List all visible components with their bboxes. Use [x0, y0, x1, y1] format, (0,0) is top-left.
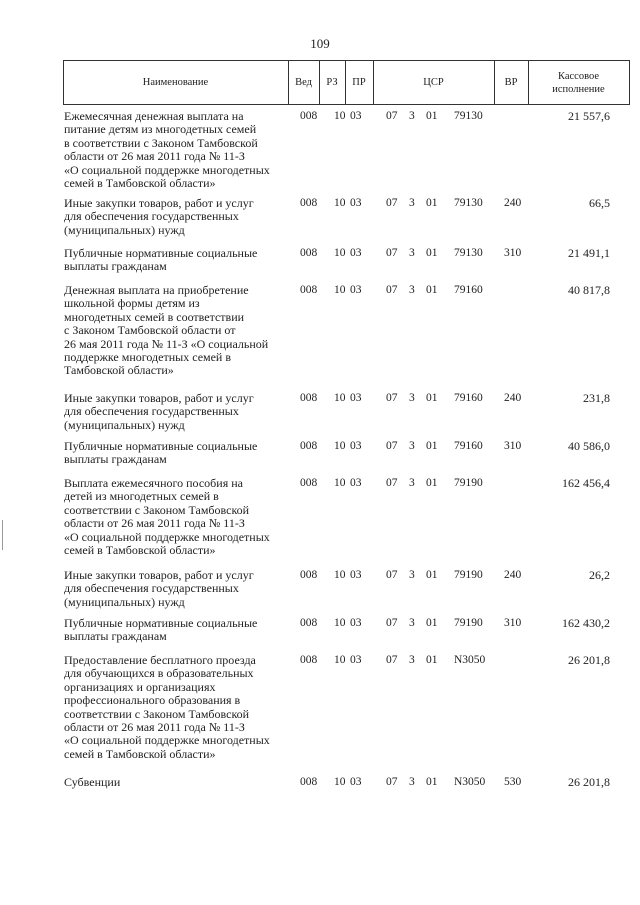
- row-name-line: области от 26 мая 2011 года № 11-З: [64, 516, 245, 531]
- column-divider: [629, 60, 630, 105]
- csr-part1-cell: 07: [386, 392, 398, 404]
- csr-part4-cell: 79190: [454, 617, 483, 629]
- row-name-line: Выплата ежемесячного пособия на: [64, 476, 243, 490]
- row-name: [64, 284, 290, 378]
- row-name-line: выплаты гражданам: [64, 452, 167, 467]
- ved-cell: 008: [300, 776, 318, 788]
- csr-part2-cell: 3: [409, 654, 415, 666]
- row-name-line: соответствии с Законом Тамбовской: [64, 502, 250, 517]
- row-name-line: для обеспечения государственных: [64, 581, 239, 596]
- row-name-line: Предоставление бесплатного проезда: [64, 653, 256, 667]
- csr-part2-cell: 3: [409, 197, 415, 209]
- row-name-line: для обеспечения государственных: [64, 209, 239, 224]
- row-name: [64, 197, 290, 237]
- csr-part3-cell: 01: [426, 440, 438, 452]
- header-cash-execution: [528, 60, 629, 105]
- csr-part3-cell: 01: [426, 197, 438, 209]
- amount-cell: 66,5: [589, 196, 610, 210]
- row-name-line: с Законом Тамбовской области от: [64, 323, 236, 338]
- row-name-line: семей в Тамбовской области»: [64, 746, 216, 761]
- csr-part1-cell: 07: [386, 477, 398, 489]
- csr-part3-cell: 01: [426, 392, 438, 404]
- row-name: [64, 440, 290, 467]
- ved-cell: 008: [300, 110, 318, 122]
- csr-part3-cell: 01: [426, 477, 438, 489]
- pr-cell: 03: [350, 776, 362, 788]
- row-name-line: (муниципальных) нужд: [64, 594, 185, 609]
- csr-part4-cell: 79130: [454, 197, 483, 209]
- row-name-line: питание детям из многодетных семей: [64, 122, 257, 137]
- row-name-line: Публичные нормативные социальные: [64, 616, 258, 630]
- csr-part3-cell: 01: [426, 284, 438, 296]
- csr-part4-cell: N3050: [454, 654, 486, 666]
- rz-cell: 10: [334, 247, 346, 259]
- csr-part1-cell: 07: [386, 284, 398, 296]
- pr-cell: 03: [350, 617, 362, 629]
- rz-cell: 10: [334, 569, 346, 581]
- row-name-line: профессионального образования в: [64, 693, 241, 708]
- row-name: [64, 654, 290, 761]
- vr-cell: 240: [504, 392, 522, 404]
- ved-cell: 008: [300, 247, 318, 259]
- csr-part2-cell: 3: [409, 284, 415, 296]
- table-header: [63, 60, 630, 105]
- csr-part1-cell: 07: [386, 247, 398, 259]
- header-rz: РЗ: [326, 77, 338, 88]
- csr-part2-cell: 3: [409, 440, 415, 452]
- row-name-line: Субвенции: [64, 775, 121, 789]
- row-name-line: организациях и организациях: [64, 679, 216, 694]
- pr-cell: 03: [350, 440, 362, 452]
- pr-cell: 03: [350, 477, 362, 489]
- row-name-line: семей в Тамбовской области»: [64, 543, 216, 558]
- csr-part1-cell: 07: [386, 654, 398, 666]
- row-name-line: семей в Тамбовской области»: [64, 176, 216, 191]
- amount-cell: 21 491,1: [568, 246, 610, 260]
- rz-cell: 10: [334, 477, 346, 489]
- ved-cell: 008: [300, 440, 318, 452]
- csr-part3-cell: 01: [426, 776, 438, 788]
- amount-cell: 26 201,8: [568, 653, 610, 667]
- amount-cell: 231,8: [583, 391, 610, 405]
- row-name-line: Публичные нормативные социальные: [64, 439, 258, 453]
- rz-cell: 10: [334, 776, 346, 788]
- amount-cell: 40 817,8: [568, 283, 610, 297]
- csr-part2-cell: 3: [409, 776, 415, 788]
- pr-cell: 03: [350, 569, 362, 581]
- csr-part2-cell: 3: [409, 110, 415, 122]
- amount-cell: 40 586,0: [568, 439, 610, 453]
- csr-part1-cell: 07: [386, 197, 398, 209]
- ved-cell: 008: [300, 197, 318, 209]
- csr-part1-cell: 07: [386, 617, 398, 629]
- csr-part1-cell: 07: [386, 110, 398, 122]
- header-vr: ВР: [504, 77, 518, 88]
- amount-cell: 21 557,6: [568, 109, 610, 123]
- csr-part4-cell: 79130: [454, 110, 483, 122]
- vr-cell: 310: [504, 617, 522, 629]
- row-name: [64, 776, 290, 789]
- row-name-line: школьной формы детям из: [64, 296, 200, 311]
- csr-part4-cell: 79130: [454, 247, 483, 259]
- rz-cell: 10: [334, 392, 346, 404]
- row-name-line: Публичные нормативные социальные: [64, 246, 258, 260]
- row-name-line: в соответствии с Законом Тамбовской: [64, 135, 258, 150]
- row-name-line: соответствии с Законом Тамбовской: [64, 706, 250, 721]
- ved-cell: 008: [300, 617, 318, 629]
- header-name: Наименование: [142, 77, 209, 88]
- csr-part3-cell: 01: [426, 654, 438, 666]
- pr-cell: 03: [350, 654, 362, 666]
- pr-cell: 03: [350, 392, 362, 404]
- row-name-line: Денежная выплата на приобретение: [64, 283, 249, 297]
- rz-cell: 10: [334, 284, 346, 296]
- rz-cell: 10: [334, 110, 346, 122]
- row-name-line: Ежемесячная денежная выплата на: [64, 109, 244, 123]
- header-ved: Вед: [295, 77, 312, 88]
- rz-cell: 10: [334, 197, 346, 209]
- row-name: [64, 477, 290, 557]
- rz-cell: 10: [334, 440, 346, 452]
- row-name: [64, 392, 290, 432]
- csr-part4-cell: 79160: [454, 392, 483, 404]
- csr-part3-cell: 01: [426, 569, 438, 581]
- pr-cell: 03: [350, 284, 362, 296]
- row-name-line: выплаты гражданам: [64, 629, 167, 644]
- row-name-line: Иные закупки товаров, работ и услуг: [64, 196, 254, 210]
- row-name-line: выплаты гражданам: [64, 259, 167, 274]
- row-name-line: детей из многодетных семей в: [64, 489, 219, 504]
- row-name: [64, 247, 290, 274]
- row-name-line: «О социальной поддержке многодетных: [64, 162, 270, 177]
- row-name-line: многодетных семей в соответствии: [64, 309, 245, 324]
- row-name-line: для обучающихся в образовательных: [64, 666, 254, 681]
- row-name-line: (муниципальных) нужд: [64, 417, 185, 432]
- csr-part1-cell: 07: [386, 569, 398, 581]
- pr-cell: 03: [350, 247, 362, 259]
- vr-cell: 310: [504, 440, 522, 452]
- row-name-line: для обеспечения государственных: [64, 404, 239, 419]
- amount-cell: 26 201,8: [568, 775, 610, 789]
- row-name-line: Иные закупки товаров, работ и услуг: [64, 568, 254, 582]
- amount-cell: 162 456,4: [562, 476, 610, 490]
- csr-part2-cell: 3: [409, 477, 415, 489]
- vr-cell: 240: [504, 197, 522, 209]
- vr-cell: 530: [504, 776, 522, 788]
- row-name: [64, 617, 290, 644]
- ved-cell: 008: [300, 284, 318, 296]
- header-csr: ЦСР: [423, 77, 444, 88]
- csr-part4-cell: 79160: [454, 284, 483, 296]
- csr-part4-cell: 79160: [454, 440, 483, 452]
- csr-part3-cell: 01: [426, 617, 438, 629]
- header-cash-line1: Кассовое: [557, 70, 600, 82]
- csr-part3-cell: 01: [426, 110, 438, 122]
- rz-cell: 10: [334, 617, 346, 629]
- csr-part4-cell: 79190: [454, 477, 483, 489]
- ved-cell: 008: [300, 654, 318, 666]
- scan-edge-mark: [2, 520, 3, 550]
- csr-part3-cell: 01: [426, 247, 438, 259]
- row-name-line: (муниципальных) нужд: [64, 222, 185, 237]
- ved-cell: 008: [300, 569, 318, 581]
- vr-cell: 240: [504, 569, 522, 581]
- ved-cell: 008: [300, 477, 318, 489]
- rz-cell: 10: [334, 654, 346, 666]
- csr-part4-cell: N3050: [454, 776, 486, 788]
- amount-cell: 162 430,2: [562, 616, 610, 630]
- row-name-line: «О социальной поддержке многодетных: [64, 733, 270, 748]
- row-name-line: поддержке многодетных семей в: [64, 350, 232, 365]
- csr-part2-cell: 3: [409, 392, 415, 404]
- csr-part1-cell: 07: [386, 776, 398, 788]
- csr-part2-cell: 3: [409, 247, 415, 259]
- row-name-line: Тамбовской области»: [64, 363, 174, 378]
- row-name-line: области от 26 мая 2011 года № 11-З: [64, 149, 245, 164]
- csr-part2-cell: 3: [409, 617, 415, 629]
- header-pr: ПР: [352, 77, 366, 88]
- row-name-line: «О социальной поддержке многодетных: [64, 529, 270, 544]
- csr-part4-cell: 79190: [454, 569, 483, 581]
- pr-cell: 03: [350, 110, 362, 122]
- header-cash-line2: исполнение: [552, 83, 605, 95]
- row-name-line: 26 мая 2011 года № 11-З «О социальной: [64, 336, 269, 351]
- row-name-line: области от 26 мая 2011 года № 11-З: [64, 720, 245, 735]
- row-name-line: Иные закупки товаров, работ и услуг: [64, 391, 254, 405]
- pr-cell: 03: [350, 197, 362, 209]
- row-name: [64, 569, 290, 609]
- vr-cell: 310: [504, 247, 522, 259]
- ved-cell: 008: [300, 392, 318, 404]
- csr-part2-cell: 3: [409, 569, 415, 581]
- amount-cell: 26,2: [589, 568, 610, 582]
- page-number: 109: [310, 36, 330, 51]
- row-name: [64, 110, 290, 190]
- csr-part1-cell: 07: [386, 440, 398, 452]
